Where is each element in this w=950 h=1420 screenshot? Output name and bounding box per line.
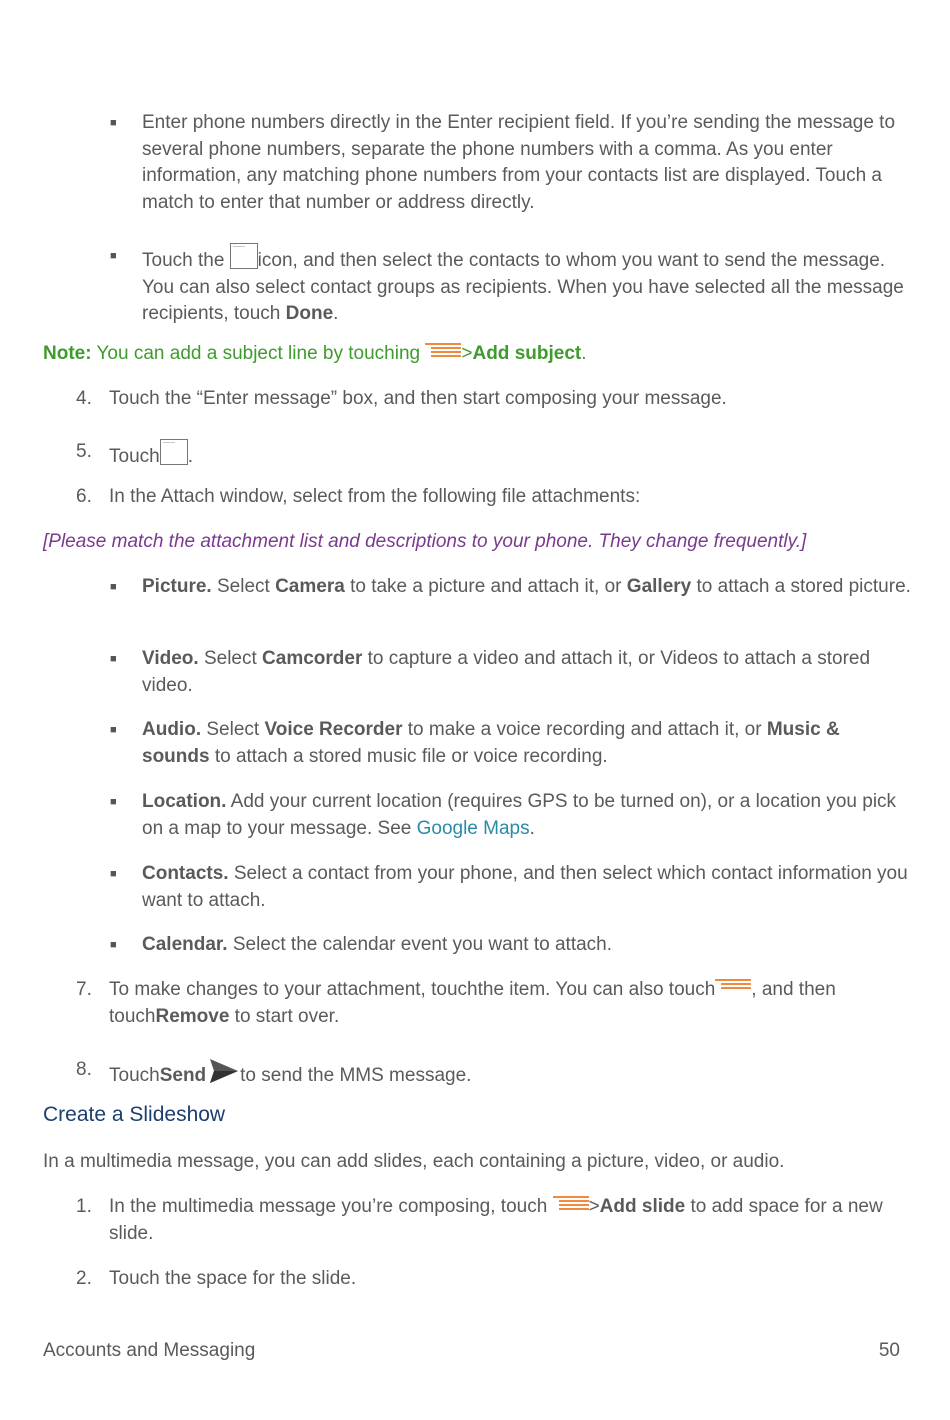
- step-6-text: In the Attach window, select from the following file attachments:: [109, 486, 641, 507]
- step-8-text: [109, 1057, 909, 1090]
- text: to start over.: [229, 1005, 340, 1027]
- text: .: [529, 817, 535, 839]
- step-number: 7.: [76, 979, 92, 1000]
- bold: Camcorder: [262, 648, 363, 669]
- text: >: [461, 343, 473, 364]
- send-icon: [206, 1057, 240, 1085]
- text: Select: [211, 576, 276, 597]
- text: Touch the: [142, 250, 230, 271]
- step-number: 1.: [76, 1196, 92, 1217]
- text: to capture a video and attach it, or Videos to attach a stored video.: [142, 648, 871, 696]
- attachment-video: [142, 646, 912, 699]
- google-maps-link[interactable]: Google Maps: [416, 817, 530, 839]
- label: Picture.: [142, 576, 212, 597]
- bullet-touch-contacts: [142, 243, 912, 328]
- bullet-enter-numbers: [142, 110, 912, 216]
- text: to add space for a new slide.: [109, 1196, 883, 1244]
- text: Select: [198, 648, 263, 669]
- label: Contacts.: [142, 863, 229, 884]
- step-5-text: [109, 439, 909, 471]
- label: Location.: [142, 791, 227, 812]
- editor-instruction: [Please match the attachment list and descriptions to your phone. They change frequently.]: [43, 531, 807, 552]
- attachment-contacts: [142, 861, 912, 914]
- text: .: [581, 343, 587, 364]
- text: Touch: [109, 446, 160, 467]
- remove-label: Remove: [155, 1005, 230, 1027]
- section-heading: Create a Slideshow: [43, 1103, 226, 1126]
- section-intro: In a multimedia message, you can add slides, each containing a picture, video, or audio.: [43, 1151, 785, 1172]
- slide-step-1-text: [109, 1194, 899, 1247]
- text: .: [187, 446, 193, 467]
- text: .: [333, 303, 339, 324]
- menu-icon: [553, 1194, 589, 1212]
- add-slide-label: Add slide: [599, 1196, 686, 1217]
- text: In the multimedia message you’re composing, touch: [109, 1196, 553, 1217]
- footer-section: Accounts and Messaging: [43, 1340, 256, 1361]
- bullet-mark: ■: [110, 250, 117, 262]
- text: Select a contact from your phone, and then select which contact information you want to attach.: [142, 863, 908, 911]
- slide-step-2-text: Touch the space for the slide.: [109, 1268, 357, 1289]
- attach-icon: [160, 439, 188, 465]
- bold: Music & sounds: [142, 719, 840, 767]
- bold: Camera: [275, 576, 345, 597]
- add-subject-label: Add subject: [472, 343, 582, 364]
- label: Audio.: [142, 719, 202, 740]
- text: You can add a subject line by touching: [91, 343, 426, 364]
- bullet-mark: ■: [110, 653, 117, 665]
- step-7-text: [109, 977, 899, 1030]
- bold: Gallery: [626, 576, 692, 597]
- text: Touch: [109, 1065, 160, 1086]
- text: Add your current location (requires GPS to be turned on), or a location you pick on a map to your message. See: [142, 791, 897, 839]
- attachment-picture: [142, 574, 912, 601]
- step-number: 8.: [76, 1059, 92, 1080]
- text: icon, and then select the contacts to whom you want to send the message. You can also select contact groups as recipients. When you have selected all the message recipients, touch: [142, 250, 904, 324]
- step-number: 6.: [76, 486, 92, 507]
- step-number: 5.: [76, 441, 92, 462]
- text: Select: [201, 719, 265, 740]
- note-label: Note:: [43, 343, 92, 364]
- text: To make changes to your attachment, touchthe item. You can also touch: [109, 979, 716, 1000]
- text: >: [588, 1196, 600, 1217]
- text: to send the MMS message.: [240, 1065, 472, 1086]
- text: , and then touch: [109, 979, 836, 1027]
- bullet-mark: ■: [110, 117, 117, 129]
- text: to make a voice recording and attach it, or: [402, 719, 767, 740]
- send-label: Send: [159, 1065, 207, 1086]
- bullet-mark: ■: [110, 868, 117, 880]
- attachment-audio: [142, 717, 912, 770]
- step-4-text: Touch the “Enter message” box, and then start composing your message.: [109, 388, 727, 409]
- attachment-location: [142, 789, 912, 842]
- menu-icon: [425, 341, 461, 359]
- bold: Voice Recorder: [264, 719, 403, 740]
- bullet-text: Enter phone numbers directly in the Enter recipient field. If you’re sending the message to several phone numbers, separate the phone numbers with a comma. As you enter information, any matching phone numbers from your contacts list are displayed. Touch a match to enter that number or address directly.: [142, 112, 896, 213]
- bullet-mark: ■: [110, 581, 117, 593]
- bullet-mark: ■: [110, 939, 117, 951]
- label: Video.: [142, 648, 199, 669]
- bullet-mark: ■: [110, 724, 117, 736]
- step-number: 2.: [76, 1268, 92, 1289]
- text: to attach a stored music file or voice recording.: [209, 745, 608, 767]
- page-number: 50: [878, 1340, 900, 1361]
- label: Calendar.: [142, 934, 228, 955]
- note-line: [43, 341, 923, 368]
- menu-icon: [715, 977, 751, 995]
- text: to take a picture and attach it, or: [344, 576, 627, 597]
- bullet-mark: ■: [110, 796, 117, 808]
- step-number: 4.: [76, 388, 92, 409]
- done-label: Done: [285, 303, 334, 324]
- text: to attach a stored picture.: [691, 576, 911, 597]
- attachment-calendar: [142, 932, 912, 959]
- contacts-picker-icon: [230, 243, 258, 269]
- text: Select the calendar event you want to attach.: [227, 934, 613, 955]
